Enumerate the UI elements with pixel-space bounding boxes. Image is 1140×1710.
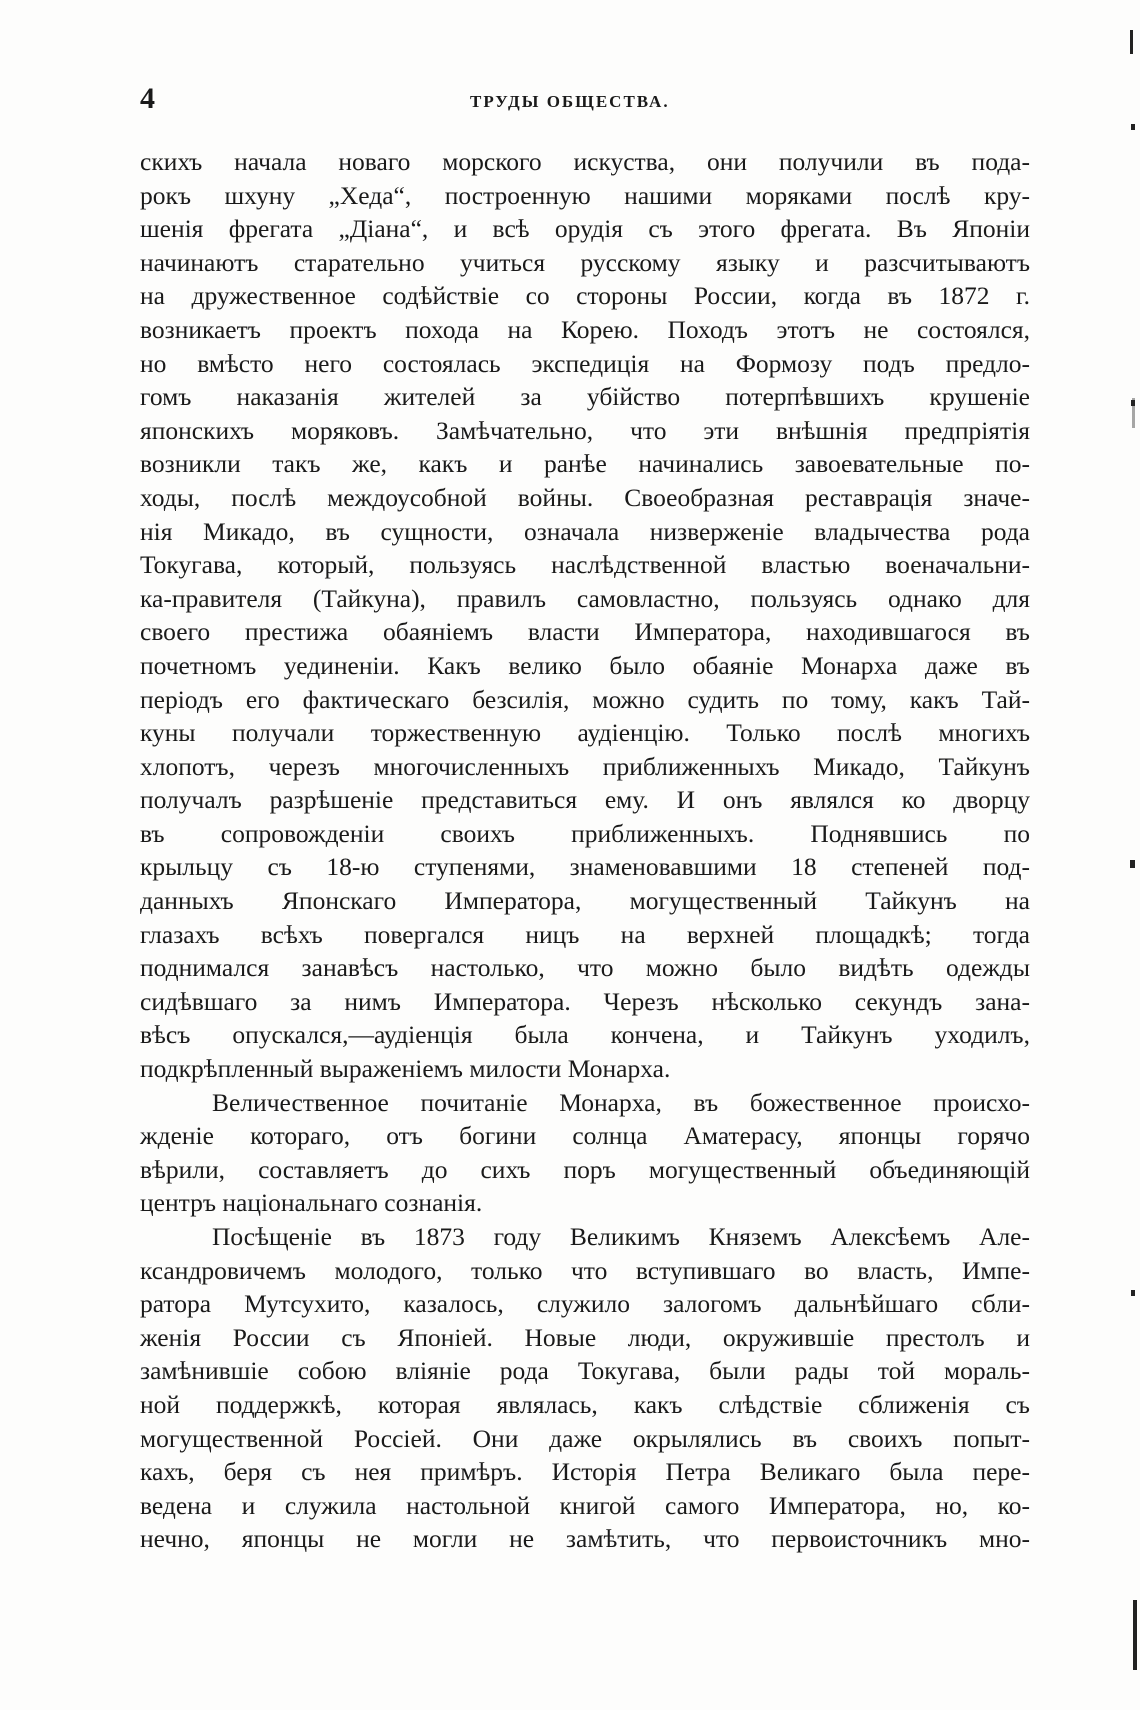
text-line: скихъ начала новаго морского искуства, они получили въ пода-: [140, 147, 1030, 176]
scan-mark: [1132, 398, 1135, 428]
text-line: но вмѣсто него состоялась экспедиція на Формозу подъ предло-: [140, 348, 1030, 378]
scan-mark: [1130, 30, 1133, 54]
text-line: ной поддержкѣ, которая являлась, какъ слѣдствіе сближенія съ: [140, 1389, 1030, 1419]
text-line: центръ національнаго сознанія.: [140, 1188, 483, 1218]
text-line: періодъ его фактическаго безсилія, можно судить по тому, какъ Тай-: [140, 684, 1030, 714]
scan-mark: [1130, 860, 1135, 868]
text-line: на дружественное содѣйствіе со стороны России, когда въ 1872 г.: [140, 281, 1030, 311]
text-line: ведена и служила настольной книгой самого Императора, но, ко-: [140, 1490, 1030, 1520]
text-line: японскихъ моряковъ. Замѣчательно, что эти внѣшнія предпріятія: [140, 415, 1030, 445]
scan-mark: [1133, 1600, 1137, 1670]
text-line: почетномъ уединеніи. Какъ велико было обаяніе Монарха даже въ: [140, 650, 1030, 680]
page-header: [140, 82, 1030, 122]
text-line: нечно, японцы не могли не замѣтить, что первоисточникъ мно-: [140, 1524, 1030, 1554]
text-line: крыльцу съ 18-ю ступенями, знаменовавшими 18 степеней под-: [140, 852, 1030, 882]
text-line: своего престижа обаяніемъ власти Императора, находившагося въ: [140, 617, 1030, 647]
text-line: вѣсъ опускался,—аудіенція была кончена, и Тайкунъ уходилъ,: [140, 1020, 1030, 1050]
text-line: получалъ разрѣшеніе представиться ему. И онъ являлся ко дворцу: [140, 785, 1030, 815]
text-line: рокъ шхуну „Хеда“, построенную нашими моряками послѣ кру-: [140, 180, 1030, 210]
text-line: ратора Мутсухито, казалось, служило залогомъ дальнѣйшаго сбли-: [140, 1289, 1030, 1319]
text-line: поднимался занавѣсъ настолько, что можно было видѣть одежды: [140, 953, 1030, 983]
text-line: начинаютъ старательно учиться русскому языку и разсчитываютъ: [140, 247, 1030, 277]
text-line: возникли такъ же, какъ и ранѣе начинались завоевательные по-: [140, 449, 1030, 479]
text-line: ксандровичемъ молодого, только что вступившаго во власть, Импе-: [140, 1255, 1030, 1285]
text-line: шенія фрегата „Діана“, и всѣ орудія съ этого фрегата. Въ Японіи: [140, 214, 1030, 244]
text-line: подкрѣпленный выраженіемъ милости Монарха.: [140, 1054, 671, 1084]
text-line: глазахъ всѣхъ повергался ницъ на верхней площадкѣ; тогда: [140, 919, 1030, 949]
text-line: нія Микадо, въ сущности, означала низверженіе владычества рода: [140, 516, 1030, 546]
body-text: [140, 145, 1030, 1556]
text-line: могущественной Россіей. Они даже окрылялись въ своихъ попыт-: [140, 1423, 1030, 1453]
text-line: Посѣщеніе въ 1873 году Великимъ Княземъ Алексѣемъ Але-: [212, 1222, 1030, 1251]
text-line: сидѣвшаго за нимъ Императора. Черезъ нѣсколько секундъ зана-: [140, 986, 1030, 1016]
text-line: хлопотъ, черезъ многочисленныхъ приближенныхъ Микадо, Тайкунъ: [140, 751, 1030, 781]
page-number: 4: [140, 82, 155, 115]
text-line: ходы, послѣ междоусобной войны. Своеобразная реставрація значе-: [140, 482, 1030, 512]
text-line: Токугава, который, пользуясь наслѣдственной властью военачальни-: [140, 550, 1030, 580]
text-line: Величественное почитаніе Монарха, въ божественное происхо-: [212, 1087, 1030, 1117]
text-line: кахъ, беря съ нея примѣръ. Исторія Петра Великаго была пере-: [140, 1457, 1030, 1487]
scan-mark: [1131, 1290, 1135, 1296]
text-line: вѣрили, составляетъ до сихъ поръ могущественный объединяющій: [140, 1154, 1030, 1184]
text-line: жденіе котораго, отъ богини солнца Аматерасу, японцы горячо: [140, 1121, 1030, 1151]
text-line: въ сопровожденіи своихъ приближенныхъ. Поднявшись по: [140, 818, 1030, 848]
text-line: ка-правителя (Тайкуна), правилъ самовластно, пользуясь однако для: [140, 583, 1030, 613]
text-line: возникаетъ проектъ похода на Корею. Походъ этотъ не состоялся,: [140, 314, 1030, 344]
text-line: гомъ наказанія жителей за убійство потерпѣвшихъ крушеніе: [140, 382, 1030, 412]
text-line: замѣнившіе собою вліяніе рода Токугава, были рады той мораль-: [140, 1356, 1030, 1386]
text-line: данныхъ Японскаго Императора, могущественный Тайкунъ на: [140, 886, 1030, 916]
text-line: куны получали торжественную аудіенцію. Только послѣ многихъ: [140, 718, 1030, 748]
running-head: ТРУДЫ ОБЩЕСТВА.: [470, 92, 670, 111]
text-line: женія России съ Японіей. Новые люди, окружившіе престолъ и: [140, 1322, 1030, 1352]
scan-mark: [1131, 124, 1135, 130]
